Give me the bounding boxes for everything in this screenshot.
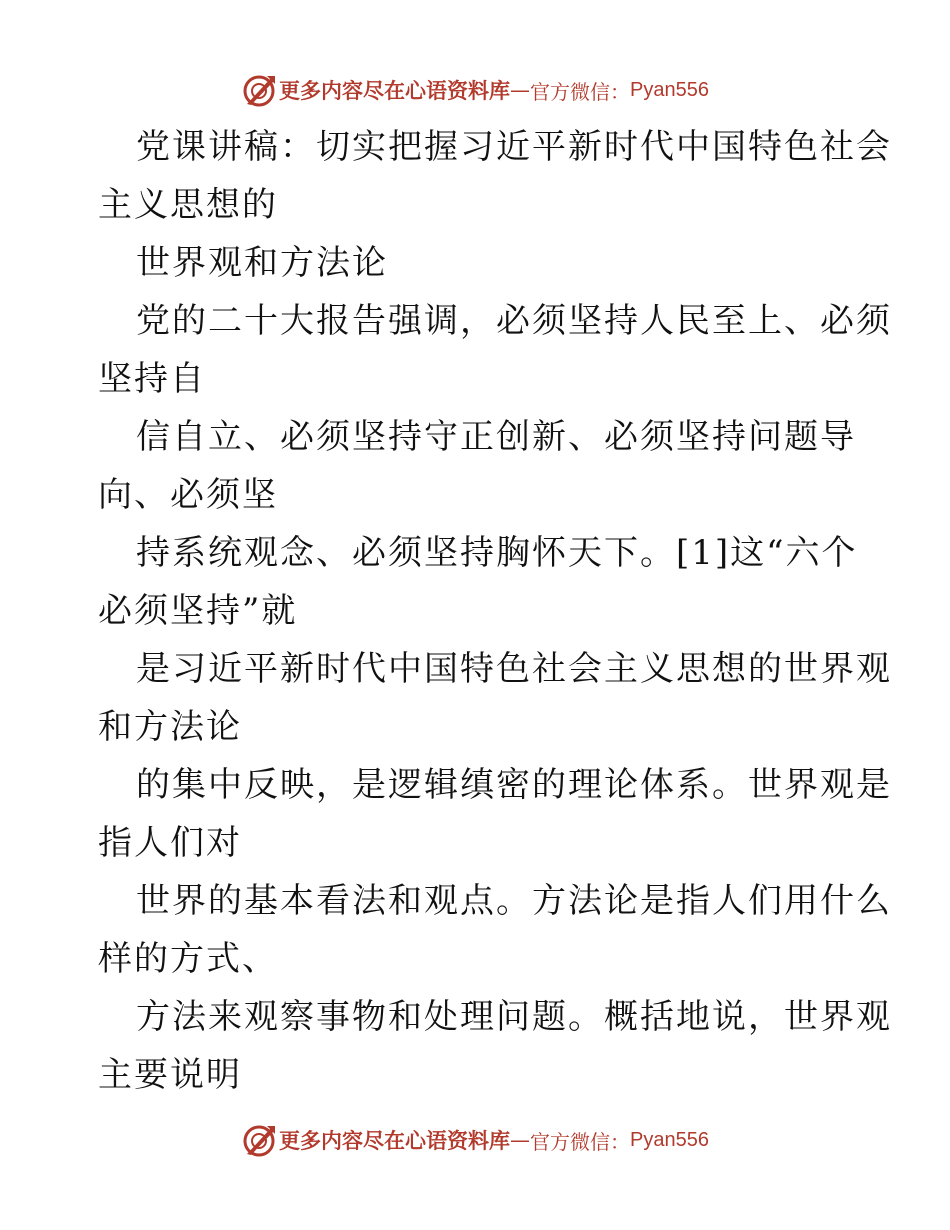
text-line: 坚持自 [98, 359, 206, 399]
document-body [98, 118, 892, 1104]
text-line: 必须坚持”就 [98, 591, 298, 631]
text-line: 持系统观念、必须坚持胸怀天下。[1]这“六个 [136, 533, 858, 573]
text-line: 是习近平新时代中国特色社会主义思想的世界观 [136, 649, 892, 689]
text-line: 党的二十大报告强调，必须坚持人民至上、必须 [136, 301, 892, 341]
text-line: 方法来观察事物和处理问题。概括地说，世界观 [136, 997, 892, 1037]
text-line: 和方法论 [98, 707, 242, 747]
banner-wechat-id: Pyan556 [630, 78, 709, 101]
text-line: 的集中反映，是逻辑缜密的理论体系。世界观是 [136, 765, 892, 805]
quill-pen-logo-icon [241, 1122, 277, 1158]
text-line: 党课讲稿：切实把握习近平新时代中国特色社会 [136, 127, 892, 167]
header-banner [0, 70, 950, 110]
banner-site-text: 更多内容尽在心语资料库 [279, 1128, 511, 1153]
banner-wechat-label: 官方微信： [530, 1129, 631, 1154]
quill-pen-logo-icon [241, 72, 277, 108]
text-line: 主义思想的 [98, 185, 278, 225]
banner-separator: — [510, 78, 531, 102]
text-line: 世界观和方法论 [136, 243, 388, 283]
banner-wechat-id: Pyan556 [630, 1128, 709, 1151]
footer-banner [0, 1120, 950, 1160]
text-line: 向、必须坚 [98, 475, 278, 515]
banner-separator: — [510, 1128, 531, 1152]
text-line: 样的方式、 [98, 939, 278, 979]
text-line: 信自立、必须坚持守正创新、必须坚持问题导 [136, 417, 856, 457]
text-line: 世界的基本看法和观点。方法论是指人们用什么 [136, 881, 892, 921]
banner-site-text: 更多内容尽在心语资料库 [279, 78, 511, 103]
banner-wechat-label: 官方微信： [530, 79, 631, 104]
text-line: 主要说明 [98, 1055, 242, 1095]
text-line: 指人们对 [98, 823, 242, 863]
